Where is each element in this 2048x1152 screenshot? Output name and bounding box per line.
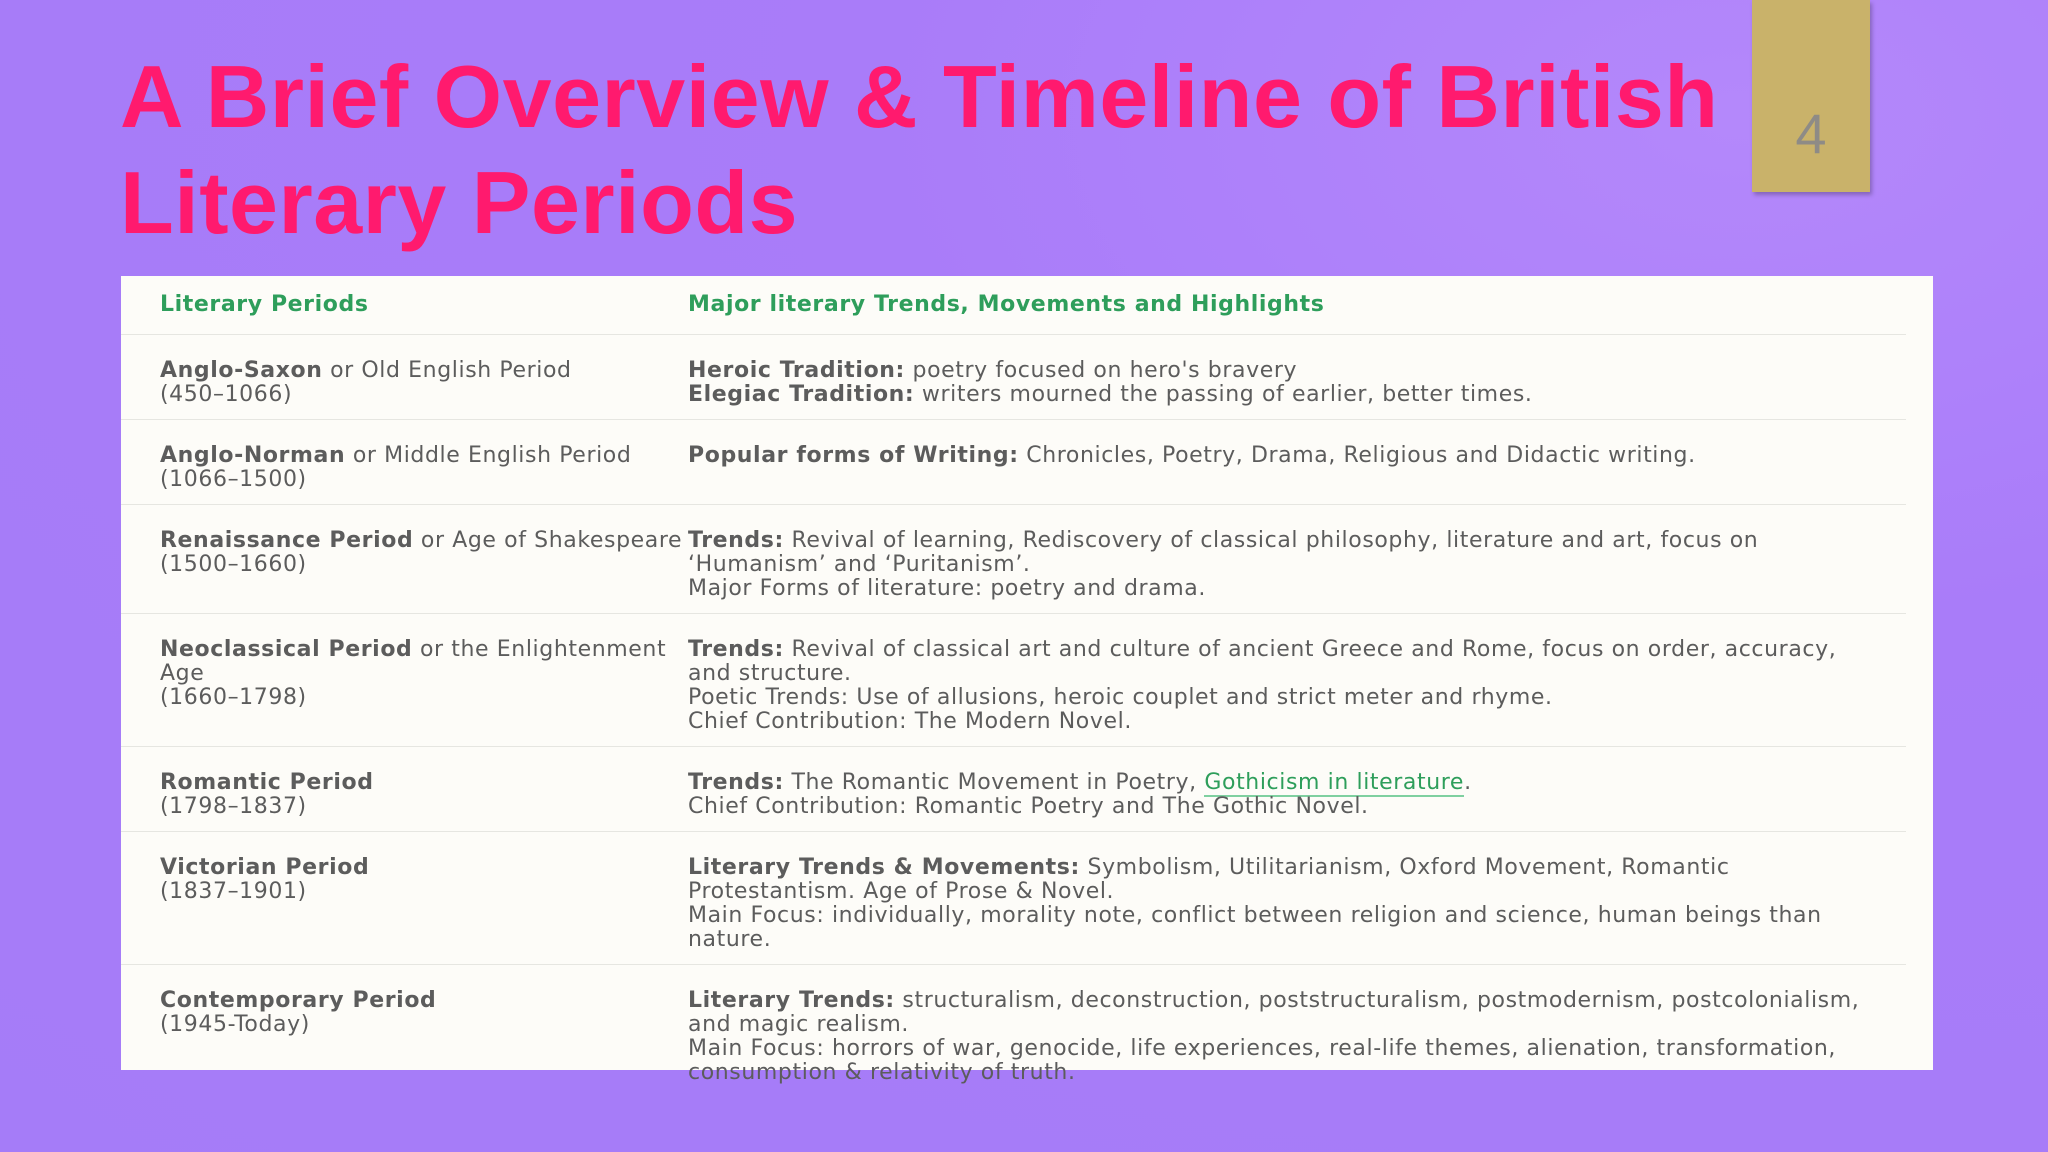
period-cell (121, 335, 688, 420)
table-row (121, 832, 1906, 965)
gothicism-link[interactable]: Gothicism in literature (1204, 770, 1465, 795)
trend-text: Chief Contribution: The Modern Novel. (688, 709, 1132, 734)
period-dates: (450–1066) (160, 382, 293, 407)
table-row (121, 420, 1906, 505)
period-dates: (1945-Today) (160, 1012, 310, 1037)
period-name (160, 989, 688, 1013)
trend-line (688, 577, 1866, 601)
trend-line (688, 771, 1866, 795)
period-cell (121, 747, 688, 832)
period-dates: (1837–1901) (160, 879, 307, 904)
trends-cell (688, 420, 1906, 505)
trend-text: Main Focus: horrors of war, genocide, life experiences, real-life themes, alienation, transformation, consumption & relativity of truth. (688, 1036, 1837, 1085)
trends-cell (688, 614, 1906, 747)
trend-label: Trends: (688, 528, 784, 553)
period-cell (121, 505, 688, 614)
trend-text: poetry focused on hero's bravery (904, 358, 1298, 383)
trend-text: Major Forms of literature: poetry and drama. (688, 576, 1206, 601)
period-name-bold: Neoclassical Period (160, 637, 413, 662)
trend-text: Main Focus: individually, morality note, conflict between religion and science, human beings than nature. (688, 903, 1822, 952)
period-name-bold: Victorian Period (160, 855, 370, 880)
trend-line (688, 856, 1866, 904)
trend-line (688, 383, 1866, 407)
page-number-tab (1752, 0, 1870, 192)
period-name (160, 856, 688, 880)
period-name (160, 529, 688, 553)
trend-line (688, 638, 1866, 686)
trend-line (688, 795, 1866, 819)
trend-label: Literary Trends: (688, 988, 895, 1013)
trends-cell (688, 832, 1906, 965)
period-name (160, 444, 688, 468)
period-name-rest: or Age of Shakespeare (413, 528, 683, 553)
trends-cell (688, 505, 1906, 614)
table-row (121, 747, 1906, 832)
period-name (160, 771, 688, 795)
period-cell (121, 420, 688, 505)
trend-text: writers mourned the passing of earlier, better times. (914, 382, 1533, 407)
trend-text: Revival of learning, Rediscovery of classical philosophy, literature and art, focus on ‘Humanism’ and ‘Puritanism’. (688, 528, 1759, 577)
period-cell (121, 965, 688, 1098)
trends-cell (688, 965, 1906, 1098)
period-dates: (1660–1798) (160, 685, 307, 710)
trend-label: Trends: (688, 637, 784, 662)
period-name-bold: Contemporary Period (160, 988, 437, 1013)
trend-line (688, 710, 1866, 734)
trends-cell (688, 747, 1906, 832)
period-name-bold: Renaissance Period (160, 528, 414, 553)
periods-table (121, 276, 1906, 1097)
table-row (121, 505, 1906, 614)
period-dates: (1066–1500) (160, 467, 307, 492)
table-row (121, 614, 1906, 747)
trend-label: Popular forms of Writing: (688, 443, 1019, 468)
table-row (121, 965, 1906, 1098)
period-name-bold: Anglo-Saxon (160, 358, 323, 383)
trend-text: Chief Contribution: Romantic Poetry and The Gothic Novel. (688, 794, 1369, 819)
trend-line (688, 359, 1866, 383)
period-name (160, 359, 688, 383)
trend-text: Revival of classical art and culture of ancient Greece and Rome, focus on order, accuracy, and structure. (688, 637, 1837, 686)
period-cell (121, 832, 688, 965)
table-panel (121, 276, 1933, 1085)
trend-line (688, 989, 1866, 1037)
trend-text: Symbolism, Utilitarianism, Oxford Movement, Romantic Protestantism. Age of Prose & Novel. (688, 855, 1730, 904)
trend-line (688, 444, 1866, 468)
trend-line (688, 904, 1866, 952)
trend-text: Chronicles, Poetry, Drama, Religious and Didactic writing. (1018, 443, 1696, 468)
trend-label: Literary Trends & Movements: (688, 855, 1080, 880)
table-row (121, 335, 1906, 420)
trend-text: structuralism, deconstruction, poststructuralism, postmodernism, postcolonialism, and magic realism. (688, 988, 1860, 1037)
trend-label: Trends: (688, 770, 784, 795)
trend-text-after: . (1464, 770, 1472, 795)
period-name-rest: or Middle English Period (345, 443, 632, 468)
period-name-bold: Anglo-Norman (160, 443, 346, 468)
header-literary-periods: Literary Periods (121, 276, 688, 335)
period-name (160, 638, 688, 686)
trend-line (688, 686, 1866, 710)
trend-label: Elegiac Tradition: (688, 382, 915, 407)
page-number: 4 (1795, 102, 1827, 165)
trend-text: The Romantic Movement in Poetry, (783, 770, 1205, 795)
period-cell (121, 614, 688, 747)
period-dates: (1500–1660) (160, 552, 307, 577)
trend-label: Heroic Tradition: (688, 358, 905, 383)
period-name-rest: or the Enlightenment Age (160, 637, 667, 686)
table-body (121, 335, 1906, 1098)
period-dates: (1798–1837) (160, 794, 307, 819)
header-trends: Major literary Trends, Movements and Highlights (688, 276, 1906, 335)
slide-title: A Brief Overview & Timeline of British Literary Periods (120, 47, 1719, 252)
trends-cell (688, 335, 1906, 420)
period-name-rest: or Old English Period (322, 358, 572, 383)
trend-text: Poetic Trends: Use of allusions, heroic couplet and strict meter and rhyme. (688, 685, 1553, 710)
period-name-bold: Romantic Period (160, 770, 374, 795)
trend-line (688, 529, 1866, 577)
trend-line (688, 1037, 1866, 1085)
table-header-row (121, 276, 1906, 335)
